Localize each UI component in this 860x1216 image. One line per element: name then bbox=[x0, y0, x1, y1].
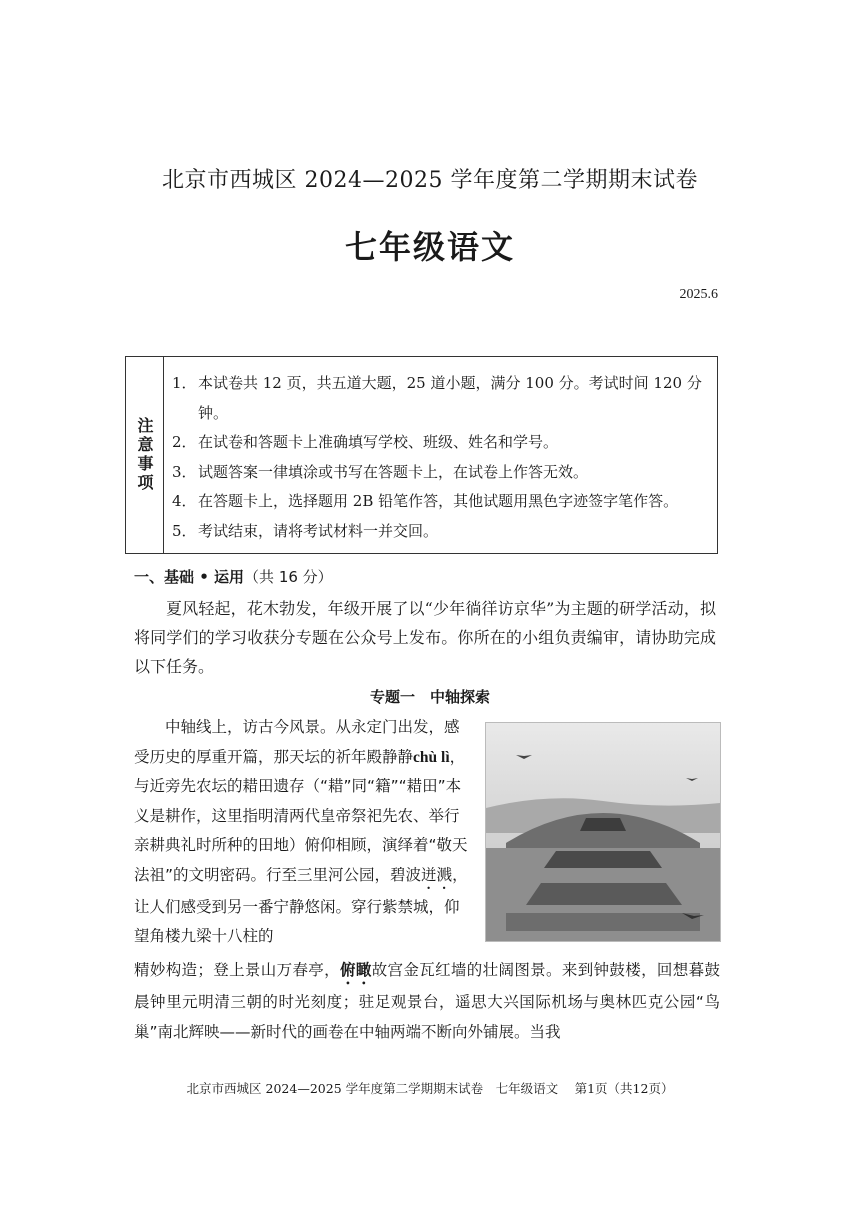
notice-item bbox=[172, 458, 711, 488]
notice-text: 试题答案一律填涂或书写在答题卡上，在试卷上作答无效。 bbox=[198, 462, 589, 481]
emphasized-word: 迸溅 bbox=[421, 865, 453, 884]
notice-item bbox=[172, 369, 711, 428]
body-paragraph-wrapped bbox=[134, 713, 472, 952]
notice-item bbox=[172, 428, 711, 458]
notice-item bbox=[172, 517, 711, 547]
notice-text: 在试卷和答题卡上准确填写学校、班级、姓名和学号。 bbox=[198, 433, 559, 451]
notice-box bbox=[125, 356, 718, 554]
body-text: 中轴线上，访古今风景。从永定门出发，感受历史的厚重开篇，那天坛的祈年殿静静 bbox=[134, 718, 460, 766]
notice-number: 2． bbox=[172, 433, 197, 451]
section-title: 一、基础 • 运用 bbox=[134, 568, 245, 586]
emphasized-word: 俯瞰 bbox=[340, 961, 372, 979]
body-text: ，与近旁先农坛的耤田遗存（“耤”同“籍”“耤田”本义是耕作，这里指明清两代皇帝祭祀先农、举行亲耕典礼时所种的田地）俯仰相顾，演绎着“敬天法祖”的文明密码。行至三里河公园，碧波 bbox=[134, 747, 468, 884]
notice-list bbox=[172, 369, 711, 546]
body-text: 故宫金瓦红墙的壮阔图景。来到钟鼓楼，回想暮鼓晨钟里元明清三朝的时光刻度；驻足观景台，遥思大兴国际机场与奥林匹克公园“鸟巢”南北辉映——新时代的画卷在中轴两端不断向外铺展。当我 bbox=[134, 961, 720, 1041]
page-footer: 北京市西城区 2024—2025 学年度第二学期期末试卷 七年级语文 第1页（共12页） bbox=[186, 1081, 674, 1096]
notice-number: 4． bbox=[172, 492, 197, 510]
exam-date: 2025.6 bbox=[679, 287, 718, 302]
notice-label: 注意事项 bbox=[135, 417, 154, 493]
notice-text: 在答题卡上，选择题用 2B 铅笔作答，其他试题用黑色字迹签字笔作答。 bbox=[198, 492, 679, 510]
notice-text: 考试结束，请将考试材料一并交回。 bbox=[198, 521, 439, 540]
notice-text: 本试卷共 12 页，共五道大题，25 道小题，满分 100 分。考试时间 120 分钟。 bbox=[198, 374, 702, 422]
notice-label-cell bbox=[126, 357, 164, 553]
notice-item bbox=[172, 487, 711, 517]
intro-paragraph: 夏风轻起，花木勃发，年级开展了以“少年徜徉访京华”为主题的研学活动，拟将同学们的学习收获分专题在公众号上发布。你所在的小组负责编审，请协助完成以下任务。 bbox=[134, 599, 716, 676]
notice-number: 1． bbox=[172, 374, 197, 392]
body-text: 精妙构造；登上景山万春亭， bbox=[134, 961, 340, 979]
topic-heading: 专题一 中轴探索 bbox=[369, 688, 490, 706]
body-text: ，让人们感受到另一番宁静悠闲。穿行紫禁城，仰望角楼九梁十八柱的 bbox=[134, 865, 468, 945]
section-points: （共 16 分） bbox=[244, 568, 333, 586]
notice-number: 3． bbox=[172, 462, 197, 481]
pinyin-blank: chù lì bbox=[413, 748, 450, 766]
body-paragraph-full bbox=[134, 956, 720, 1047]
forbidden-city-illustration bbox=[485, 722, 721, 942]
section-heading bbox=[134, 566, 333, 587]
palace-aerial-image bbox=[486, 723, 720, 941]
exam-title: 北京市西城区 2024—2025 学年度第二学期期末试卷 bbox=[162, 168, 698, 193]
subject-title: 七年级语文 bbox=[344, 228, 515, 266]
notice-number: 5． bbox=[172, 521, 197, 540]
